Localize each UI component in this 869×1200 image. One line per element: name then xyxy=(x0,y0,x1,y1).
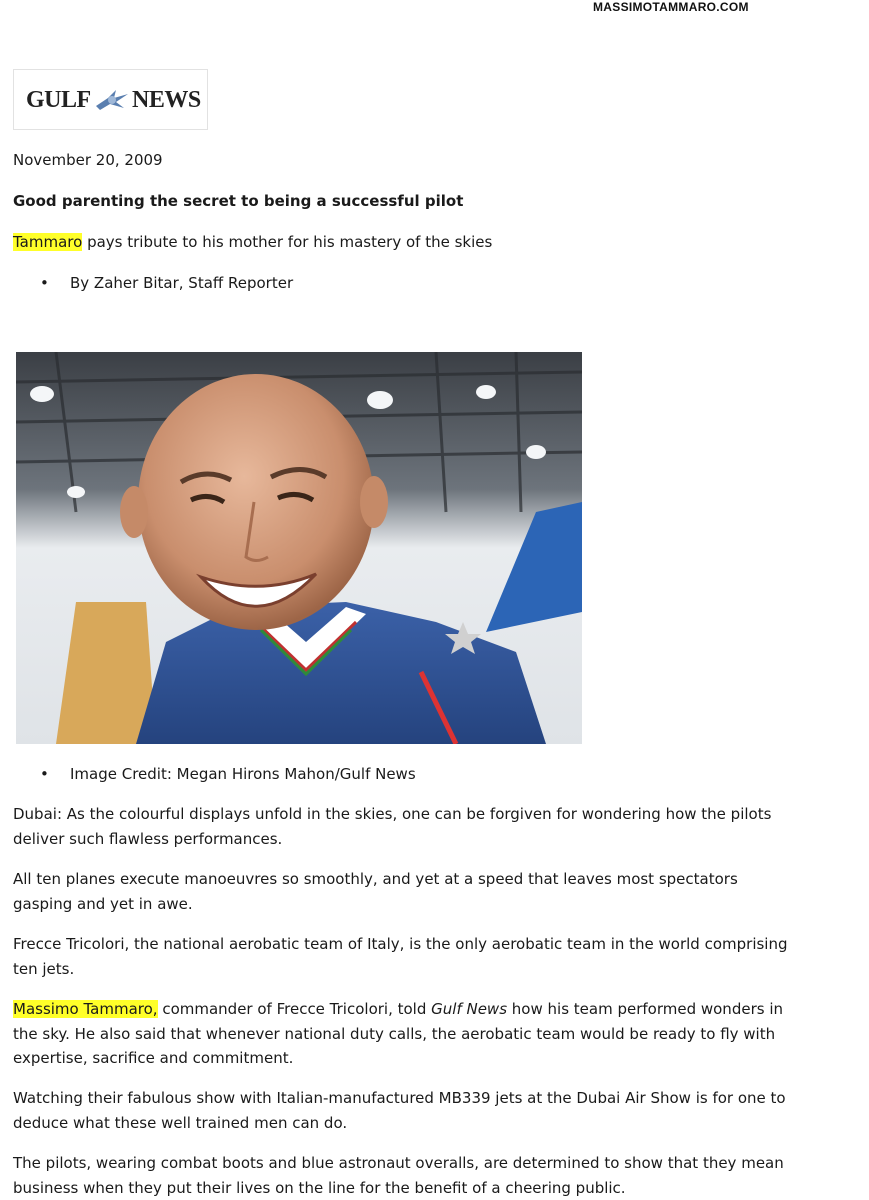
paragraph-3: Frecce Tricolori, the national aerobatic team of Italy, is the only aerobatic team in the world comprising ten jets. xyxy=(13,935,788,978)
p4-part-a: commander of Frecce Tricolori, told xyxy=(157,1000,432,1018)
subheadline xyxy=(13,230,492,255)
bullet-dot: • xyxy=(40,274,49,292)
logo-word-left: GULF xyxy=(26,87,91,113)
byline: By Zaher Bitar, Staff Reporter xyxy=(70,274,294,292)
p4-italic: Gulf News xyxy=(431,1000,508,1018)
headline: Good parenting the secret to being a successful pilot xyxy=(13,192,464,210)
falcon-emblem-icon xyxy=(94,86,130,114)
site-header: MASSIMOTAMMARO.COM xyxy=(593,0,749,14)
subhead-text: pays tribute to his mother for his mastery of the skies xyxy=(82,233,493,251)
gulf-news-logo xyxy=(13,69,208,130)
article-date: November 20, 2009 xyxy=(13,151,163,169)
paragraph-4 xyxy=(13,997,788,1071)
name-highlight: Massimo Tammaro, xyxy=(13,1000,158,1018)
paragraph-1: Dubai: As the colourful displays unfold in the skies, one can be forgiven for wondering how the pilots deliver such flawless performances. xyxy=(13,805,772,848)
paragraph-2: All ten planes execute manoeuvres so smoothly, and yet at a speed that leaves most spectators gasping and yet in awe. xyxy=(13,870,738,913)
bullet-dot: • xyxy=(40,765,49,783)
paragraph-6: The pilots, wearing combat boots and blue astronaut overalls, are determined to show that they mean business when they put their lives on the line for the benefit of a cheering public. xyxy=(13,1154,784,1197)
paragraph-5: Watching their fabulous show with Italian-manufactured MB339 jets at the Dubai Air Show is for one to deduce what these well trained men can do. xyxy=(13,1089,786,1132)
subhead-highlight: Tammaro xyxy=(13,233,83,251)
image-credit: Image Credit: Megan Hirons Mahon/Gulf News xyxy=(70,765,416,783)
pilot-photo xyxy=(16,352,582,744)
p4-part-b: how his team performed wonders in the sky. He also said that whenever national duty calls, the aerobatic team would be ready to fly with expertise, sacrifice and commitment. xyxy=(13,1000,783,1067)
logo-word-right: NEWS xyxy=(132,87,201,113)
